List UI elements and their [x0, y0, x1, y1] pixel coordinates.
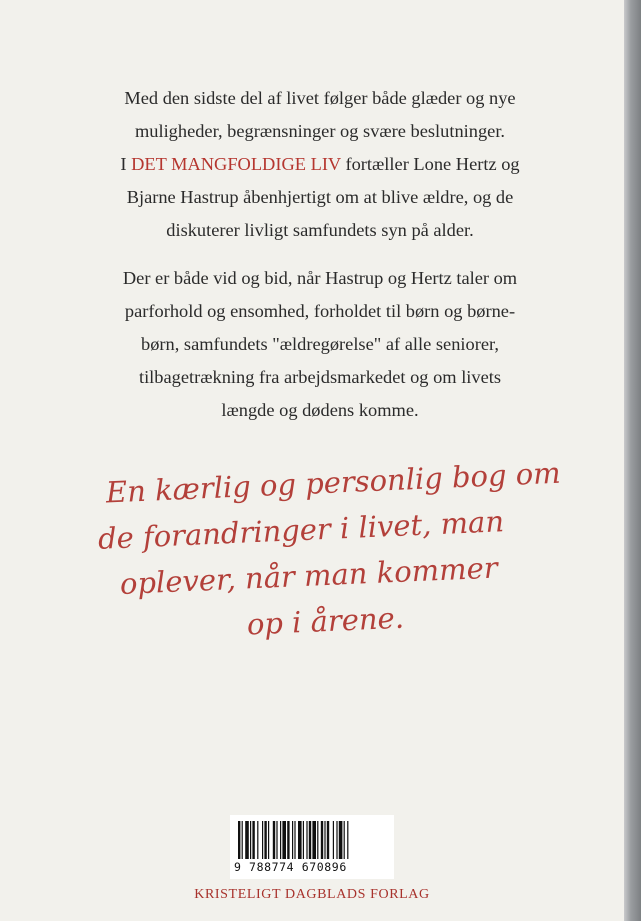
blurb-line: parforhold og ensomhed, forholdet til børn og børne-	[124, 301, 516, 321]
barcode-bar	[336, 821, 337, 859]
barcode-bar	[317, 821, 318, 859]
barcode-bar	[298, 821, 302, 859]
isbn-number: 9 788774 670896	[234, 860, 347, 874]
barcode-bar	[282, 821, 286, 859]
blurb-line: børn, samfundets "ældregørelse" af alle seniorer,	[141, 334, 499, 354]
handwritten-quote	[95, 450, 563, 654]
barcode-bar	[306, 821, 307, 859]
isbn-barcode	[230, 815, 394, 879]
barcode-bar	[257, 821, 258, 859]
blurb-line: Bjarne Hastrup åbenhjertigt om at blive ældre, og de	[126, 187, 514, 207]
barcode-bar	[292, 821, 293, 859]
barcode-bar	[280, 821, 281, 859]
blurb-line: Med den sidste del af livet følger både glæder og nye	[124, 88, 516, 108]
handwritten-line: En kærlig og personlig bog om	[105, 455, 562, 510]
barcode-bar	[264, 821, 266, 859]
handwritten-line: oplever, når man kommer	[119, 550, 499, 602]
barcode-bar	[344, 821, 345, 859]
barcode-bar	[333, 821, 334, 859]
handwritten-line: de forandringer i livet, man	[97, 504, 505, 556]
blurb-line	[60, 148, 580, 181]
blurb-line: tilbagetrækning fra arbejdsmarkedet og om livets	[138, 367, 502, 387]
barcode-bar	[327, 821, 329, 859]
blurb-line: diskuterer livligt samfundets syn på alder.	[166, 220, 474, 240]
barcode-bar	[242, 821, 243, 859]
barcode-bar	[268, 821, 269, 859]
barcode-bar	[262, 821, 263, 859]
barcode-bars	[238, 821, 386, 859]
barcode-bar	[287, 821, 289, 859]
barcode-bar	[250, 821, 251, 859]
blurb-paragraph-2	[60, 262, 580, 427]
blurb-paragraph-1	[60, 82, 580, 247]
barcode-bar	[321, 821, 323, 859]
book-title-inline: DET MANGFOLDIGE LIV	[131, 154, 341, 174]
barcode-bar	[245, 821, 249, 859]
blurb-line: muligheder, begrænsninger og svære beslutninger.	[134, 121, 506, 141]
barcode-bar	[273, 821, 275, 859]
book-edge-shadow	[624, 0, 641, 921]
blurb-text: fortæller Lone Hertz og	[340, 154, 520, 174]
barcode-bar	[309, 821, 311, 859]
handwritten-line: op i årene.	[246, 600, 405, 642]
barcode-bar	[347, 821, 348, 859]
barcode-bar	[276, 821, 277, 859]
publisher-name: KRISTELIGT DAGBLADS FORLAG	[194, 887, 430, 902]
barcode-bar	[339, 821, 343, 859]
barcode-bar	[294, 821, 295, 859]
blurb-line: Der er både vid og bid, når Hastrup og Hertz taler om	[122, 268, 518, 288]
barcode-bar	[252, 821, 254, 859]
barcode-bar	[312, 821, 316, 859]
barcode-bar	[303, 821, 304, 859]
blurb-line: længde og dødens komme.	[221, 400, 419, 420]
barcode-bar	[324, 821, 325, 859]
blurb-text: I	[120, 154, 132, 174]
barcode-bar	[238, 821, 240, 859]
